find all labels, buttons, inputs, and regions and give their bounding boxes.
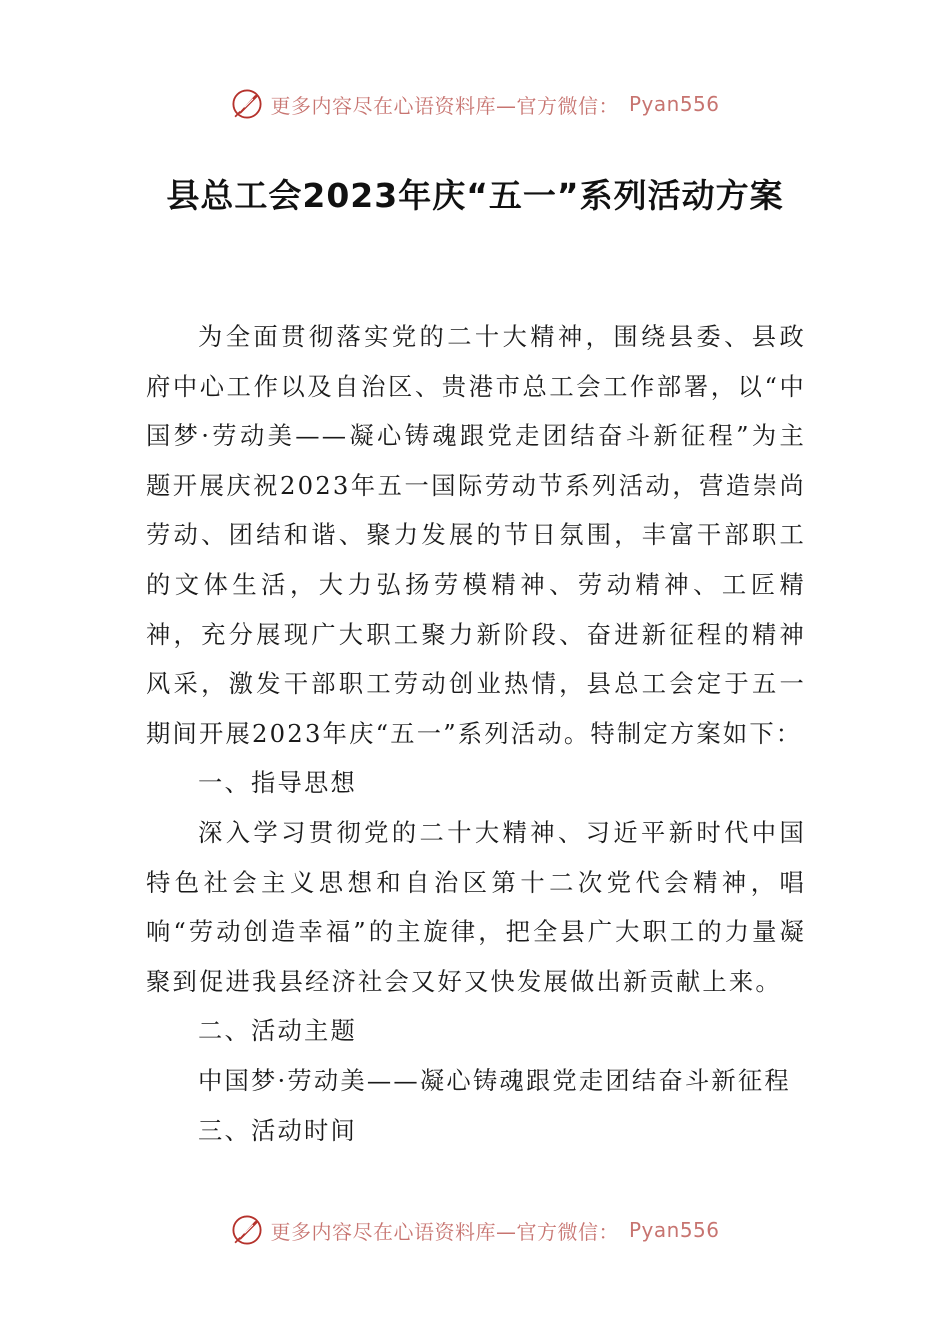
banner-text: 更多内容尽在心语资料库—官方微信： (270, 93, 619, 118)
quill-pen-logo-icon (230, 87, 264, 121)
section-heading-3: 三、活动时间 (198, 1115, 357, 1145)
banner-wechat-id: Pyan556 (628, 1218, 720, 1242)
page-title: 县总工会2023年庆“五一”系列活动方案 (166, 176, 784, 215)
section-body-2: 中国梦·劳动美——凝心铸魂跟党走团结奋斗新征程 (198, 1065, 791, 1095)
section-body-1: 深入学习贯彻党的二十大精神、习近平新时代中国特色社会主义思想和自治区第十二次党代会精神，唱响“劳动创造幸福”的主旋律，把全县广大职工的力量凝聚到促进我县经济社会又好又快发展做出新贡献上来。 (146, 817, 806, 996)
document-body (146, 312, 806, 1155)
footer-banner (0, 1210, 950, 1250)
quill-pen-logo-icon (230, 1213, 264, 1247)
section-heading-2: 二、活动主题 (198, 1016, 357, 1046)
banner-wechat-id: Pyan556 (628, 92, 720, 116)
section-heading-1: 一、指导思想 (198, 768, 357, 798)
intro-paragraph: 为全面贯彻落实党的二十大精神，围绕县委、县政府中心工作以及自治区、贵港市总工会工作部署，以“中国梦·劳动美——凝心铸魂跟党走团结奋斗新征程”为主题开展庆祝2023年五一国际劳动节系列活动，营造崇尚劳动、团结和谐、聚力发展的节日氛围，丰富干部职工的文体生活，大力弘扬劳模精神、劳动精神、工匠精神，充分展现广大职工聚力新阶段、奋进新征程的精神风采，激发干部职工劳动创业热情，县总工会定于五一期间开展2023年庆“五一”系列活动。特制定方案如下： (146, 322, 806, 748)
banner-text: 更多内容尽在心语资料库—官方微信： (270, 1219, 619, 1244)
header-banner (0, 84, 950, 124)
